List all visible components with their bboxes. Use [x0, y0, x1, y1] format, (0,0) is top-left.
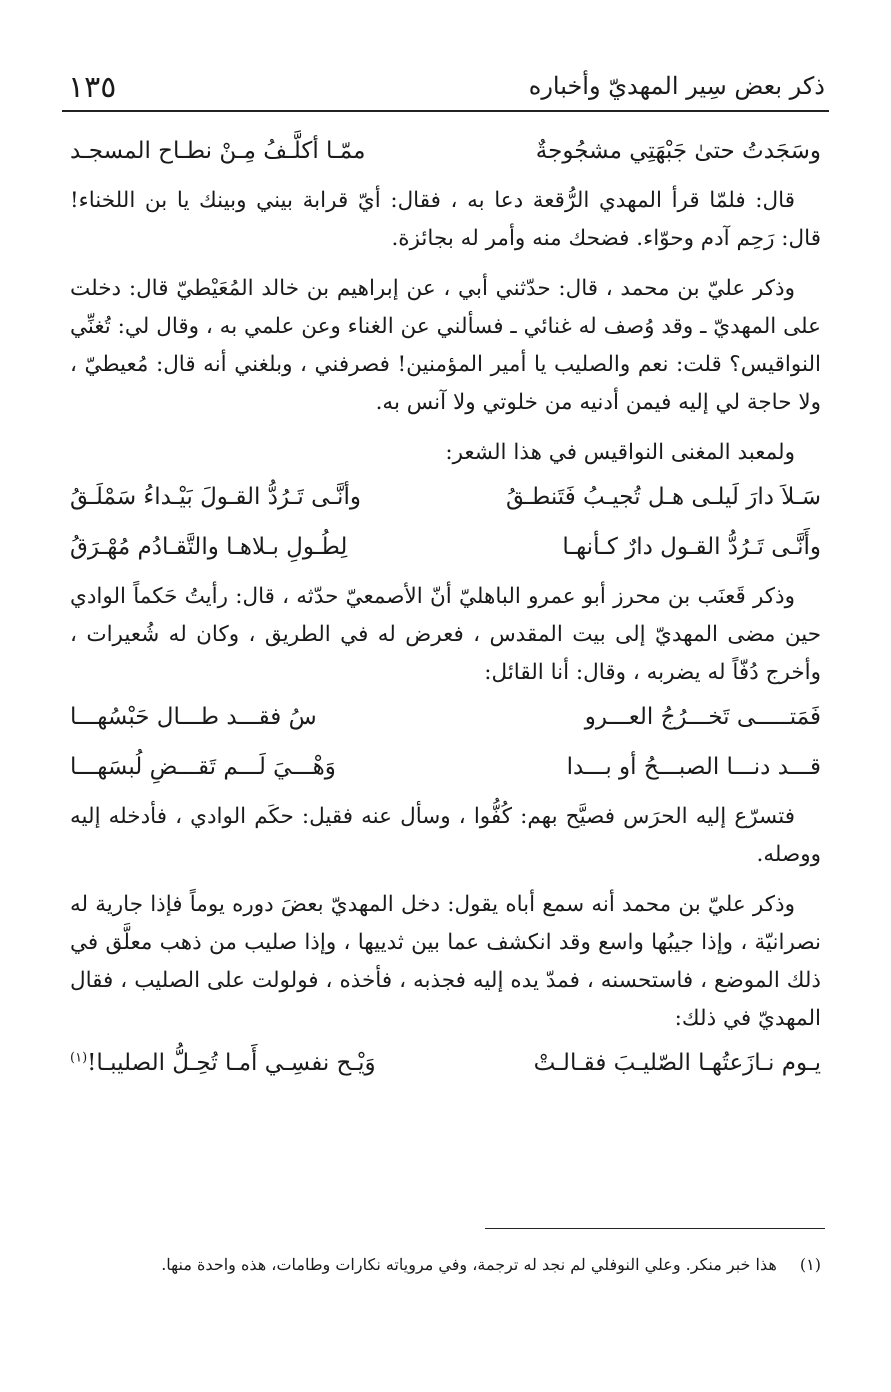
paragraph: وذكر عليّ بن محمد أنه سمع أباه يقول: دخل المهديّ بعضَ دوره يوماً فإذا جارية له نصرانيّة ، وإذا جيبُها واسع وقد انكشف عما بين ثدييها ، وإذا صليب من ذهب معلَّق في ذلك الموضع ، فاستحسنه ، فمدّ يده إليه فجذبه ، فأخذه ، فولولت على الصليب ، فقال المهديّ في ذلك: — [70, 892, 821, 1031]
verse-line — [70, 1038, 821, 1088]
main-text — [70, 126, 821, 1088]
verse-line — [70, 522, 821, 572]
footnote — [70, 1250, 821, 1280]
verse-second-hemistich: لِطُـولِ بـلاهـا والتَّقـادُم مُهْـرَقُ — [70, 534, 348, 560]
verse-first-hemistich: يـوم نـازَعتُهـا الصّليـبَ فقـالـتْ — [533, 1050, 821, 1076]
verse-first-hemistich: وسَجَدتُ حتىٰ جَبْهَتِي مشجُوجةٌ — [535, 138, 821, 164]
verse-line — [70, 126, 821, 176]
verse-line — [70, 742, 821, 792]
verse-line — [70, 692, 821, 742]
verse-first-hemistich: سَـلاَ دارَ لَيلـى هـل تُجيـبُ فَتَنطـقُ — [506, 484, 821, 510]
page-number: ١٣٥ — [68, 70, 117, 105]
paragraph: وذكر قَعنَب بن محرز أبو عمرو الباهليّ أنّ الأصمعيّ حدّثه ، قال: رأيتُ حَكماً الوادي حين مضى المهديّ إلى بيت المقدس ، فعرض له في الطريق ، وكان له شُعيرات ، وأخرج دُفّاً له يضربه ، وقال: أنا القائل: — [70, 584, 821, 685]
footnote-reference[interactable]: (١) — [70, 1050, 88, 1066]
verse-first-hemistich: وأَنَّـى تَـرُدُّ القـول دارٌ كـأنهـا — [562, 534, 821, 560]
verse-second-hemistich-text: وَيْـح نفسِـي أَمـا تُحِـلُّ الصليبـا! — [87, 1050, 376, 1076]
running-title: ذكر بعض سِير المهديّ وأخباره — [528, 72, 825, 100]
verse-second-hemistich — [70, 1038, 376, 1088]
paragraph: فتسرّع إليه الحرَس فصيَّح بهم: كُفُّوا ، وسأل عنه فقيل: حكَم الوادي ، فأدخله إليه ووصله. — [70, 804, 821, 867]
verse-second-hemistich: سُ فقـــد طـــال حَبْسُهـــا — [70, 704, 317, 730]
verse-first-hemistich: قـــد دنـــا الصبـــحُ أو بـــدا — [566, 754, 821, 780]
paragraph: وذكر عليّ بن محمد ، قال: حدّثني أبي ، عن إبراهيم بن خالد المُعَيْطيّ قال: دخلت على المهديّ ـ وقد وُصف له غنائي ـ فسألني عن الغناء وعن علمي به ، وقال لي: تُغنِّي النواقيس؟ قلت: نعم والصليب يا أمير المؤمنين! فصرفني ، وبلغني أنه قال: مُعيطيّ ، ولا حاجة لي إليه فيمن أدنيه من خلوتي ولا آنس به. — [70, 276, 821, 415]
verse-line — [70, 472, 821, 522]
header-divider — [62, 110, 829, 112]
verse-first-hemistich: فَمَتـــــى تَخـــرُجُ العـــرو — [584, 704, 821, 730]
paragraph: ولمعبد المغنى النواقيس في هذا الشعر: — [445, 440, 795, 465]
footnote-number: (١) — [799, 1255, 821, 1274]
paragraph: قال: فلمّا قرأ المهدي الرُّقعة دعا به ، فقال: أيّ قرابة بيني وبينك يا بن اللخناء! قال: رَحِم آدم وحوّاء. فضحك منه وأمر له بجائزة. — [70, 188, 821, 251]
verse-second-hemistich: وَهْـــيَ لَـــم تَقـــضِ لُبسَهـــا — [70, 754, 336, 780]
verse-second-hemistich: وأنَّـى تَـرُدُّ القـولَ بَيْـداءُ سَمْلَـقُ — [70, 484, 361, 510]
running-header — [62, 60, 829, 112]
verse-second-hemistich: ممّـا أكلَّـفُ مِـنْ نطـاح المسجـد — [70, 138, 366, 164]
footnote-text: هذا خبر منكر. وعلي النوفلي لم نجد له ترجمة، وفي مروياته نكارات وطامات، هذه واحدة منها. — [161, 1255, 777, 1274]
footnote-divider — [485, 1228, 825, 1229]
